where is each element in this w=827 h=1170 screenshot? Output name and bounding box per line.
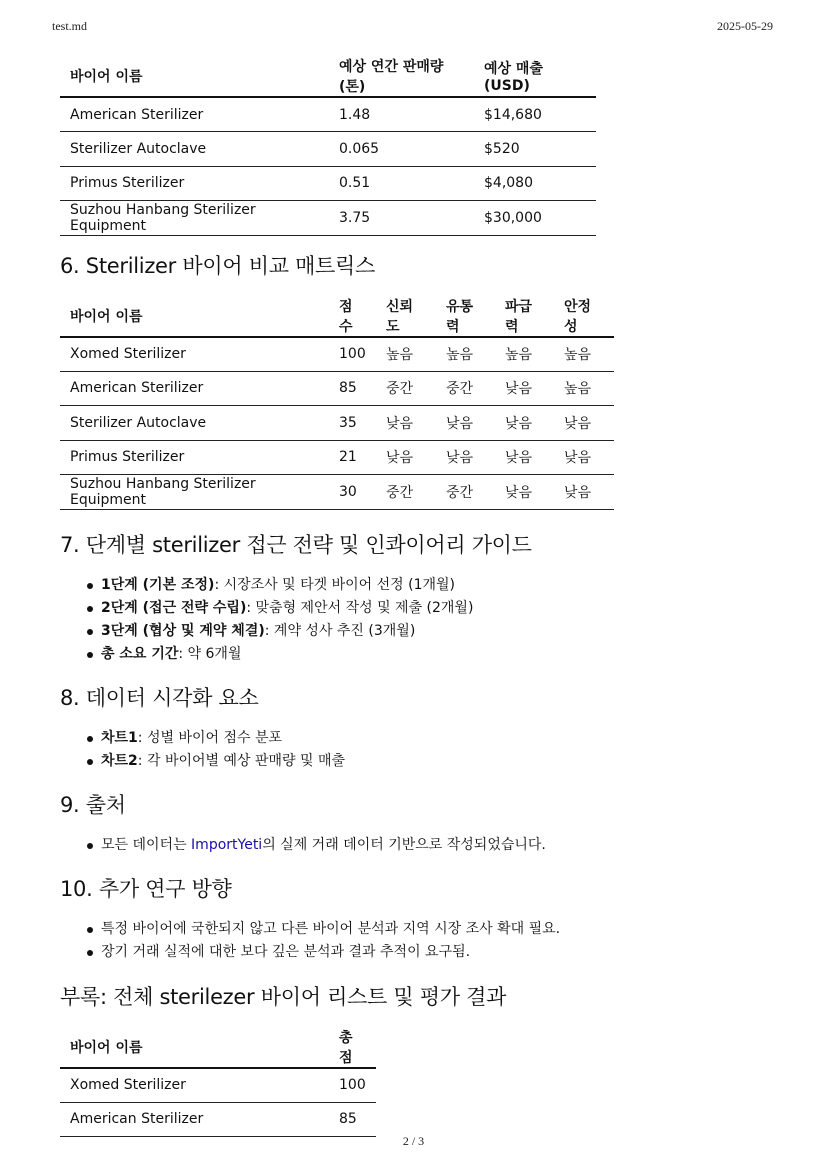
cell-expected-revenue: $520 (474, 132, 596, 167)
list-item: 특정 바이어에 국한되지 않고 다른 바이어 분석과 지역 시장 조사 확대 필요. (60, 918, 770, 941)
cell-total-score: 100 (329, 1068, 376, 1103)
cell-buyer-name: Primus Sterilizer (60, 166, 329, 201)
cell-impact: 낮음 (495, 475, 554, 510)
cell-reliability: 낮음 (376, 406, 436, 441)
list-item (60, 620, 770, 643)
list-item (60, 597, 770, 620)
cell-buyer-name: American Sterilizer (60, 97, 329, 132)
cell-stability: 높음 (554, 337, 614, 372)
column-header-annual-volume: 예상 연간 판매량 (톤) (329, 56, 474, 97)
column-header-reliability: 신뢰도 (376, 296, 436, 337)
cell-buyer-name: Primus Sterilizer (60, 440, 329, 475)
buyer-comparison-matrix (60, 296, 614, 510)
table-row (60, 1102, 376, 1137)
cell-score: 30 (329, 475, 376, 510)
column-header-buyer-name: 바이어 이름 (60, 56, 329, 97)
cell-reliability: 중간 (376, 371, 436, 406)
page-number: 2 / 3 (402, 1134, 425, 1148)
cell-impact: 높음 (495, 337, 554, 372)
table-row (60, 132, 596, 167)
cell-distribution: 중간 (436, 371, 495, 406)
column-header-distribution: 유통력 (436, 296, 495, 337)
cell-buyer-name: Sterilizer Autoclave (60, 132, 329, 167)
cell-distribution: 낮음 (436, 440, 495, 475)
appendix-heading: 부록: 전체 sterilezer 바이어 리스트 및 평가 결과 (60, 984, 507, 1009)
cell-distribution: 낮음 (436, 406, 495, 441)
cell-expected-revenue: $4,080 (474, 166, 596, 201)
step-description: : 약 6개월 (178, 645, 242, 662)
cell-buyer-name: Suzhou Hanbang Sterilizer Equipment (60, 475, 329, 510)
table-row (60, 475, 614, 510)
cell-distribution: 중간 (436, 475, 495, 510)
cell-stability: 낮음 (554, 406, 614, 441)
section-heading-7: 7. 단계별 sterilizer 접근 전략 및 인콰이어리 가이드 (60, 532, 532, 557)
column-header-score: 점수 (329, 296, 376, 337)
cell-impact: 낮음 (495, 406, 554, 441)
cell-buyer-name: American Sterilizer (60, 1102, 329, 1137)
cell-impact: 낮음 (495, 440, 554, 475)
cell-buyer-name: Sterilizer Autoclave (60, 406, 329, 441)
table-row (60, 337, 614, 372)
source-prefix: 모든 데이터는 (101, 836, 192, 853)
chart-label: 차트2 (101, 752, 138, 769)
cell-score: 35 (329, 406, 376, 441)
cell-reliability: 높음 (376, 337, 436, 372)
table-header-row (60, 1027, 376, 1068)
cell-stability: 낮음 (554, 475, 614, 510)
cell-buyer-name: American Sterilizer (60, 371, 329, 406)
list-item: 장기 거래 실적에 대한 보다 깊은 분석과 결과 추적이 요구됨. (60, 941, 770, 964)
table-header-row (60, 56, 596, 97)
cell-buyer-name: Xomed Sterilizer (60, 1068, 329, 1103)
step-label: 3단계 (협상 및 계약 체결) (101, 622, 265, 639)
cell-annual-volume: 0.51 (329, 166, 474, 201)
cell-impact: 낮음 (495, 371, 554, 406)
table-row (60, 371, 614, 406)
cell-reliability: 중간 (376, 475, 436, 510)
column-header-buyer-name: 바이어 이름 (60, 1027, 329, 1068)
cell-score: 100 (329, 337, 376, 372)
column-header-buyer-name: 바이어 이름 (60, 296, 329, 337)
cell-stability: 높음 (554, 371, 614, 406)
header-date: 2025-05-29 (717, 19, 773, 33)
cell-score: 21 (329, 440, 376, 475)
list-item (60, 643, 770, 666)
cell-annual-volume: 1.48 (329, 97, 474, 132)
chart-description: : 각 바이어별 예상 판매량 및 매출 (137, 752, 346, 769)
source-suffix: 의 실제 거래 데이터 기반으로 작성되었습니다. (262, 836, 546, 853)
section-heading-8: 8. 데이터 시각화 요소 (60, 685, 259, 710)
cell-expected-revenue: $30,000 (474, 201, 596, 236)
table-row (60, 166, 596, 201)
list-item (60, 574, 770, 597)
step-label: 2단계 (접근 전략 수립) (101, 599, 247, 616)
cell-distribution: 높음 (436, 337, 495, 372)
table-header-row (60, 296, 614, 337)
step-description: : 맞춤형 제안서 작성 및 제출 (2개월) (246, 599, 474, 616)
cell-stability: 낮음 (554, 440, 614, 475)
importyeti-link[interactable]: ImportYeti (191, 836, 263, 853)
chart-description: : 성별 바이어 점수 분포 (137, 729, 283, 746)
cell-annual-volume: 3.75 (329, 201, 474, 236)
column-header-stability: 안정성 (554, 296, 614, 337)
strategy-step-list (60, 574, 770, 666)
column-header-impact: 파급력 (495, 296, 554, 337)
step-description: : 시장조사 및 타겟 바이어 선정 (1개월) (214, 576, 456, 593)
table-row (60, 201, 596, 236)
table-row (60, 1068, 376, 1103)
section-heading-9: 9. 출처 (60, 792, 126, 817)
header-filename: test.md (52, 19, 87, 33)
list-item (60, 727, 770, 750)
section-heading-6: 6. Sterilizer 바이어 비교 매트릭스 (60, 253, 376, 278)
sales-forecast-table (60, 56, 596, 236)
cell-reliability: 낮음 (376, 440, 436, 475)
section-heading-10: 10. 추가 연구 방향 (60, 876, 232, 901)
cell-annual-volume: 0.065 (329, 132, 474, 167)
step-label: 총 소요 기간 (101, 645, 179, 662)
source-list (60, 834, 770, 857)
step-label: 1단계 (기본 조정) (101, 576, 215, 593)
table-row (60, 97, 596, 132)
table-row (60, 406, 614, 441)
document-content (60, 56, 770, 1137)
chart-label: 차트1 (101, 729, 138, 746)
cell-buyer-name: Suzhou Hanbang Sterilizer Equipment (60, 201, 329, 236)
cell-score: 85 (329, 371, 376, 406)
cell-buyer-name: Xomed Sterilizer (60, 337, 329, 372)
list-item (60, 750, 770, 773)
column-header-expected-revenue: 예상 매출 (USD) (474, 56, 596, 97)
list-item (60, 834, 770, 857)
research-direction-list (60, 918, 770, 964)
cell-total-score: 85 (329, 1102, 376, 1137)
table-row (60, 440, 614, 475)
appendix-buyer-table (60, 1027, 376, 1138)
step-description: : 계약 성사 추진 (3개월) (264, 622, 416, 639)
cell-expected-revenue: $14,680 (474, 97, 596, 132)
visualization-list (60, 727, 770, 773)
column-header-total-score: 총점 (329, 1027, 376, 1068)
